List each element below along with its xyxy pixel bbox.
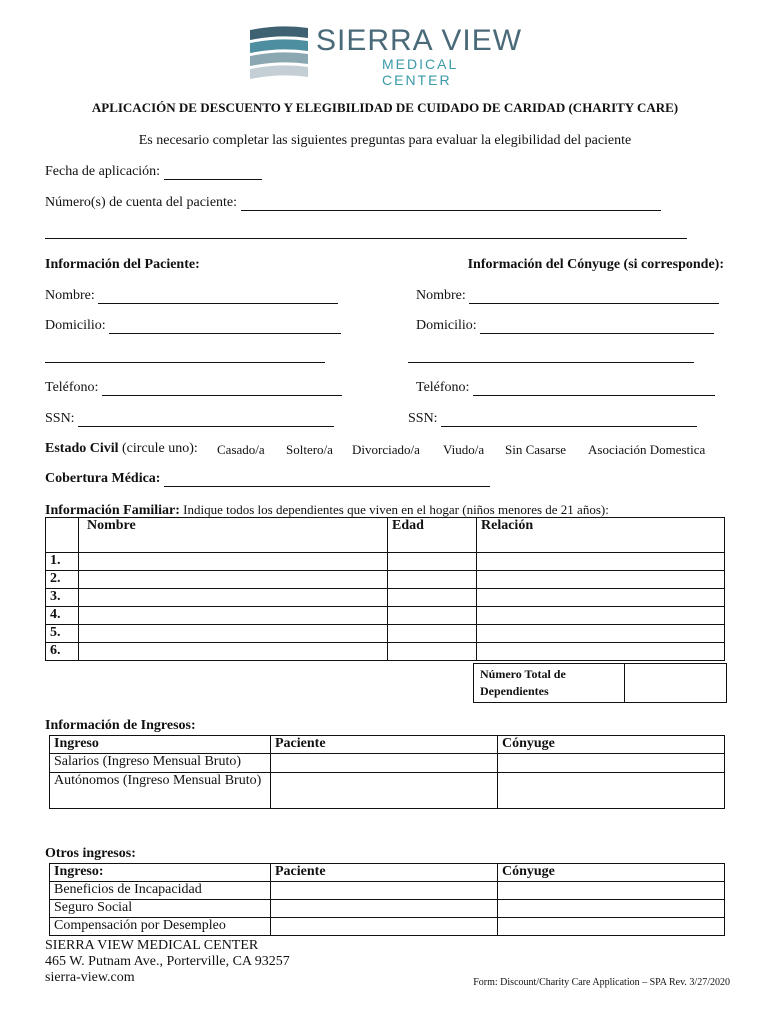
logo-name: SIERRA VIEW <box>316 24 523 57</box>
income-label: Seguro Social <box>50 900 271 918</box>
spouse-phone-field[interactable] <box>473 381 715 396</box>
patient-address-field-2[interactable] <box>45 362 325 363</box>
row-number: 4. <box>46 607 79 625</box>
patient-ssn-row <box>45 411 334 427</box>
column-header-patient: Paciente <box>271 736 498 754</box>
spouse-address-field[interactable] <box>480 319 714 334</box>
spouse-ssn-label: SSN: <box>408 411 438 426</box>
patient-address-field[interactable] <box>109 319 341 334</box>
form-title: APLICACIÓN DE DESCUENTO Y ELEGIBILIDAD DE CUIDADO DE CARIDAD (CHARITY CARE) <box>91 100 679 115</box>
patient-name-field[interactable] <box>98 289 338 304</box>
income-label: Salarios (Ingreso Mensual Bruto) <box>50 754 271 773</box>
table-row <box>46 643 725 661</box>
civil-status-label <box>45 441 198 457</box>
patient-phone-field[interactable] <box>102 381 342 396</box>
civil-option[interactable]: Soltero/a <box>286 442 333 457</box>
row-number: 3. <box>46 589 79 607</box>
family-heading: Información Familiar: <box>45 503 180 518</box>
footer-form-id: Form: Discount/Charity Care Application – SPA Rev. 3/27/2020 <box>473 977 730 988</box>
total-dependents-box <box>473 663 727 703</box>
patient-name-row <box>45 288 338 304</box>
table-row <box>50 773 725 809</box>
patient-heading: Información del Paciente: <box>45 257 200 272</box>
column-header-spouse: Cónyuge <box>498 736 725 754</box>
income-label: Beneficios de Incapacidad <box>50 882 271 900</box>
footer-web: sierra-view.com <box>45 970 135 985</box>
total-dependents-label: Número Total de Dependientes <box>480 667 566 698</box>
table-row <box>50 882 725 900</box>
footer-street: 465 W. Putnam Ave., Porterville, CA 93257 <box>45 954 290 969</box>
logo-mark-icon <box>250 24 310 82</box>
footer-address <box>45 938 290 986</box>
coverage-row <box>45 471 490 487</box>
spouse-address-field-2[interactable] <box>408 362 694 363</box>
family-table <box>45 517 725 661</box>
row-number: 5. <box>46 625 79 643</box>
account-number-label: Número(s) de cuenta del paciente: <box>45 195 238 210</box>
civil-option[interactable]: Divorciado/a <box>352 442 420 457</box>
patient-address-row <box>45 318 341 334</box>
column-header-relation: Relación <box>477 518 725 553</box>
civil-option[interactable]: Casado/a <box>217 442 265 457</box>
income-label: Compensación por Desempleo <box>50 918 271 936</box>
table-header-row <box>46 518 725 553</box>
column-header-income: Ingreso: <box>50 864 271 882</box>
patient-phone-label: Teléfono: <box>45 380 99 395</box>
spouse-heading: Información del Cónyuge (si corresponde): <box>467 257 724 272</box>
account-number-field-2[interactable] <box>45 238 687 239</box>
civil-option[interactable]: Sin Casarse <box>505 442 567 457</box>
column-header-patient: Paciente <box>271 864 498 882</box>
table-header-row <box>50 864 725 882</box>
coverage-field[interactable] <box>164 472 490 487</box>
coverage-label: Cobertura Médica: <box>45 471 161 486</box>
income-table <box>49 735 725 809</box>
form-subtitle: Es necesario completar las siguientes preguntas para evaluar la elegibilidad del paciente <box>138 133 632 148</box>
logo-subname: MEDICAL CENTER <box>382 56 458 88</box>
patient-phone-row <box>45 380 342 396</box>
table-row <box>50 918 725 936</box>
row-number: 1. <box>46 553 79 571</box>
civil-status-hint: (circule uno): <box>122 441 198 456</box>
spouse-phone-label: Teléfono: <box>416 380 470 395</box>
family-note: Indique todos los dependientes que viven en el hogar (niños menores de 21 años): <box>183 502 609 517</box>
application-date-row <box>45 164 262 180</box>
spouse-name-field[interactable] <box>469 289 719 304</box>
footer-org: SIERRA VIEW MEDICAL CENTER <box>45 938 259 953</box>
column-header-spouse: Cónyuge <box>498 864 725 882</box>
table-row <box>50 754 725 773</box>
spouse-phone-row <box>416 380 715 396</box>
spouse-ssn-row <box>408 411 697 427</box>
patient-ssn-label: SSN: <box>45 411 75 426</box>
spouse-address-row <box>416 318 714 334</box>
column-header-name: Nombre <box>79 518 388 553</box>
civil-option[interactable]: Viudo/a <box>443 442 485 457</box>
total-dependents-field[interactable] <box>624 664 727 702</box>
row-number: 2. <box>46 571 79 589</box>
spouse-name-label: Nombre: <box>416 288 466 303</box>
application-date-field[interactable] <box>164 165 262 180</box>
other-income-heading: Otros ingresos: <box>45 846 136 861</box>
table-row <box>46 571 725 589</box>
income-heading: Información de Ingresos: <box>45 718 196 733</box>
table-row <box>46 589 725 607</box>
other-income-table <box>49 863 725 936</box>
civil-option[interactable]: Asociación Domestica <box>588 442 706 457</box>
row-number: 6. <box>46 643 79 661</box>
table-row <box>46 553 725 571</box>
table-row <box>46 607 725 625</box>
column-header-age: Edad <box>388 518 477 553</box>
patient-address-label: Domicilio: <box>45 318 106 333</box>
civil-status-title: Estado Civil <box>45 441 119 456</box>
application-date-label: Fecha de aplicación: <box>45 164 161 179</box>
table-row <box>50 900 725 918</box>
column-header-income: Ingreso <box>50 736 271 754</box>
patient-name-label: Nombre: <box>45 288 95 303</box>
logo <box>250 24 525 88</box>
patient-ssn-field[interactable] <box>78 412 334 427</box>
table-row <box>46 625 725 643</box>
spouse-address-label: Domicilio: <box>416 318 477 333</box>
spouse-ssn-field[interactable] <box>441 412 697 427</box>
account-number-row <box>45 195 661 211</box>
table-header-row <box>50 736 725 754</box>
income-label: Autónomos (Ingreso Mensual Bruto) <box>50 773 271 809</box>
spouse-name-row <box>416 288 719 304</box>
account-number-field[interactable] <box>241 196 661 211</box>
